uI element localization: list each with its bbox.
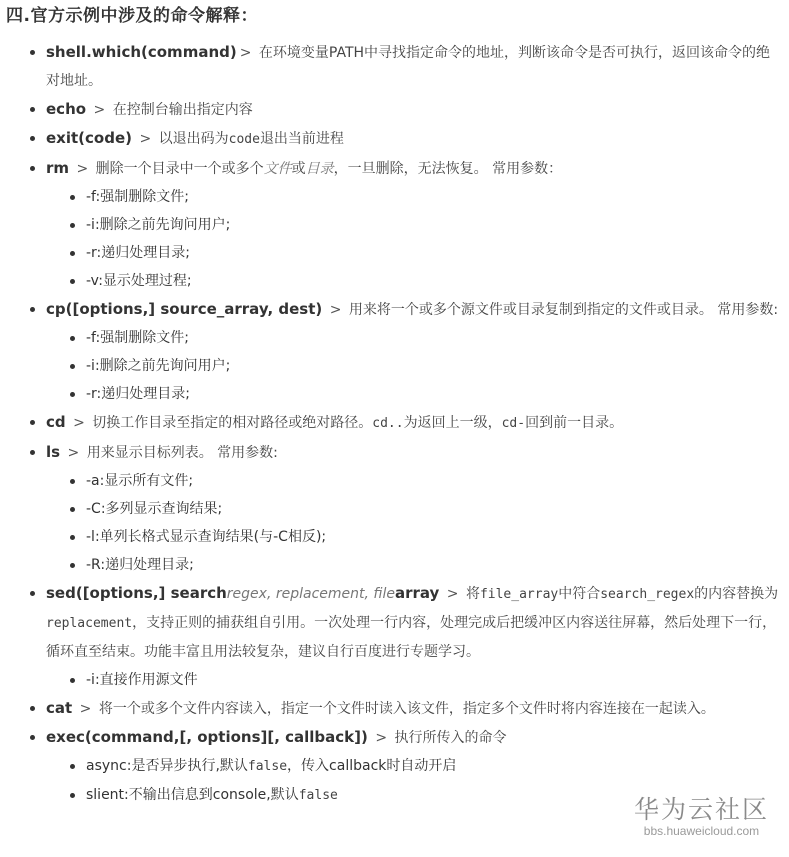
inline-code: false xyxy=(247,759,288,774)
command-description xyxy=(92,415,623,431)
desc-text: 退出当前进程 xyxy=(259,131,344,147)
command-name: cd xyxy=(46,413,66,431)
command-description: 用来显示目标列表。 常用参数: xyxy=(86,445,278,461)
list-item-echo xyxy=(0,95,789,124)
separator: > xyxy=(139,131,152,147)
param-item: -a:显示所有文件; xyxy=(0,467,789,495)
inline-code: replacement xyxy=(46,616,133,631)
list-item-sed xyxy=(0,579,789,666)
separator: > xyxy=(73,415,85,431)
command-name: echo xyxy=(46,100,87,118)
command-description xyxy=(96,161,562,177)
command-name: array xyxy=(394,584,440,602)
list-item-cat xyxy=(0,694,789,723)
inline-code: file_array xyxy=(479,587,559,602)
inline-code: search_regex xyxy=(600,587,695,602)
param-item xyxy=(0,752,789,781)
separator: > xyxy=(79,701,92,717)
list-item-ls xyxy=(0,438,789,467)
command-name: shell.which(command) xyxy=(46,43,237,61)
param-item: -R:递归处理目录; xyxy=(0,551,789,579)
param-item: -l:单列长格式显示查询结果(与-C相反); xyxy=(0,523,789,551)
separator: > xyxy=(76,161,89,177)
italic-args: regex, replacement, file xyxy=(226,586,395,602)
param-list xyxy=(0,324,789,408)
desc-text: 中符合 xyxy=(558,586,601,602)
separator: > xyxy=(375,730,388,746)
ls-params xyxy=(0,467,789,579)
list-item-exit xyxy=(0,124,789,154)
separator: > xyxy=(329,302,342,318)
desc-text: 或 xyxy=(291,161,306,177)
desc-text: 回到前一目录。 xyxy=(525,415,624,431)
param-item: -C:多列显示查询结果; xyxy=(0,495,789,523)
param-text: slient:不输出信息到console,默认 xyxy=(86,787,299,803)
list-item-exec xyxy=(0,723,789,752)
desc-text: 以退出码为 xyxy=(158,131,229,147)
command-name: exec(command,[, options][, callback]) xyxy=(46,728,368,746)
param-item: -f:强制删除文件; xyxy=(0,183,789,211)
list-item-shell-which xyxy=(0,38,789,95)
param-item: -i:删除之前先询问用户; xyxy=(0,352,789,380)
command-name: rm xyxy=(46,159,70,177)
command-name: exit(code) xyxy=(46,129,132,147)
list-item-rm xyxy=(0,154,789,183)
command-name: sed([options,] search xyxy=(46,584,227,602)
desc-text: 为返回上一级， xyxy=(403,415,502,431)
italic-text: 目录 xyxy=(305,161,334,177)
desc-text: 删除一个目录中一个或多个 xyxy=(95,161,264,177)
command-description: 执行所传入的命令 xyxy=(394,730,507,746)
inline-code: code xyxy=(228,132,260,147)
param-list xyxy=(0,183,789,295)
command-description: 用来将一个或多个源文件或目录复制到指定的文件或目录。 常用参数: xyxy=(348,302,779,318)
command-name: cp([options,] source_array, dest) xyxy=(46,300,323,318)
desc-text: ，支持正则的捕获组自引用。一次处理一行内容，处理完成后把缓冲区内容送往屏幕，然后处理下一行，循环直至结束。功能丰富且用法较复杂，建议自行百度进行专题学习。 xyxy=(46,615,777,660)
param-item: -r:递归处理目录; xyxy=(0,380,789,408)
command-name: ls xyxy=(46,443,61,461)
param-list xyxy=(0,467,789,579)
inline-code: cd.. xyxy=(372,416,404,431)
separator: > xyxy=(67,445,80,461)
param-list xyxy=(0,666,789,694)
italic-text: 文件 xyxy=(263,161,292,177)
param-text: ，传入callback时自动开启 xyxy=(287,758,457,774)
desc-text: 的内容替换为 xyxy=(694,586,779,602)
command-description: 在控制台输出指定内容 xyxy=(112,102,253,118)
desc-text: 将 xyxy=(465,586,480,602)
desc-text: ，一旦删除，无法恢复。 常用参数： xyxy=(333,161,563,177)
watermark-url: bbs.huaweicloud.com xyxy=(643,824,760,838)
separator: > xyxy=(446,586,459,602)
inline-code: false xyxy=(298,788,338,803)
param-item: -v:显示处理过程; xyxy=(0,267,789,295)
command-description: 将一个或多个文件内容读入，指定一个文件时读入该文件，指定多个文件时将内容连接在一起读入。 xyxy=(98,701,715,717)
command-description xyxy=(159,131,344,147)
command-list xyxy=(0,38,789,810)
cp-params xyxy=(0,324,789,408)
rm-params xyxy=(0,183,789,295)
desc-text: 切换工作目录至指定的相对路径或绝对路径。 xyxy=(92,415,373,431)
separator: > xyxy=(239,45,252,61)
section-heading: 四.官方示例中涉及的命令解释： xyxy=(6,6,258,26)
param-item: -r:递归处理目录; xyxy=(0,239,789,267)
command-name: cat xyxy=(46,699,73,717)
param-item: -i:直接作用源文件 xyxy=(0,666,789,694)
param-text: async:是否异步执行,默认 xyxy=(86,758,248,774)
list-item-cd xyxy=(0,408,789,438)
separator: > xyxy=(93,102,106,118)
param-item: -f:强制删除文件; xyxy=(0,324,789,352)
watermark xyxy=(634,796,769,838)
command-description: 在环境变量PATH中寻找指定命令的地址，判断该命令是否可执行，返回该命令的绝对地址。 xyxy=(46,45,771,89)
param-item: -i:删除之前先询问用户; xyxy=(0,211,789,239)
sed-params xyxy=(0,666,789,694)
list-item-cp xyxy=(0,295,789,324)
inline-code: cd- xyxy=(501,416,526,431)
watermark-title: 华为云社区 xyxy=(633,795,769,824)
